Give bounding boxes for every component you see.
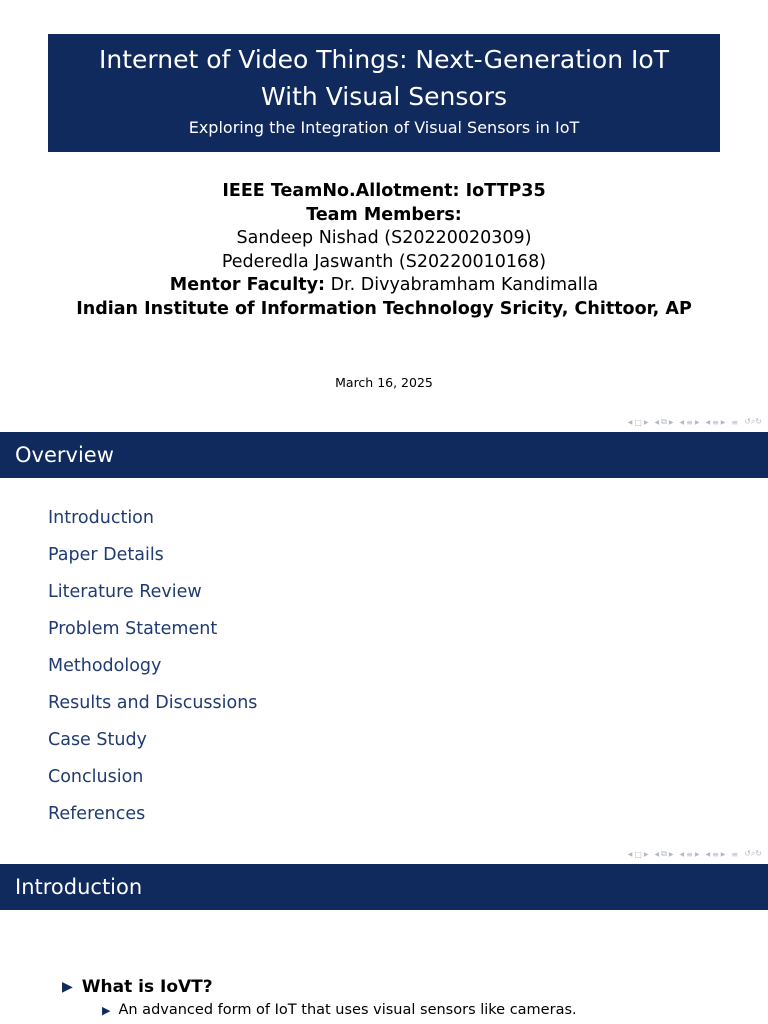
title-banner	[48, 34, 720, 152]
nav-subsection-icon[interactable]: ◀ ≡ ▶	[679, 849, 700, 859]
nav-toc-icon[interactable]: ≡	[731, 849, 739, 859]
toc-item-results[interactable]: Results and Discussions	[48, 693, 258, 713]
toc-item-methodology[interactable]: Methodology	[48, 656, 162, 676]
nav-subsection-icon[interactable]: ◀ ≡ ▶	[679, 417, 700, 427]
beamer-navigation	[628, 416, 762, 428]
mentor-label: Mentor Faculty:	[169, 275, 325, 295]
introduction-bullets	[62, 977, 577, 1018]
presentation-date: March 16, 2025	[335, 375, 433, 390]
team-member: Sandeep Nishad (S20220020309)	[236, 228, 532, 248]
mentor-name: Dr. Divyabramham Kandimalla	[325, 275, 599, 295]
bullet-heading: What is IoVT?	[81, 977, 213, 997]
institute-name: Indian Institute of Information Technology Sricity, Chittoor, AP	[76, 298, 692, 319]
presentation-subtitle: Exploring the Integration of Visual Sensors in IoT	[188, 118, 580, 137]
sub-bullet-item	[102, 1002, 577, 1018]
nav-section-icon[interactable]: ◀ ≡ ▶	[705, 849, 726, 859]
nav-slide-icon[interactable]: ◀ □ ▶	[627, 417, 649, 427]
bullet-triangle-icon: ▶	[62, 979, 73, 995]
bullet-item	[62, 977, 577, 997]
team-member: Pederedla Jaswanth (S20220010168)	[221, 251, 547, 272]
presentation-title: Internet of Video Things: Next-Generation IoT With Visual Sensors	[99, 45, 669, 111]
nav-frame-icon[interactable]: ◀ ⧉ ▶	[654, 417, 674, 426]
toc-item-case-study[interactable]: Case Study	[48, 730, 147, 750]
team-allotment: IEEE TeamNo.Allotment: IoTTP35	[222, 181, 546, 201]
title-info	[0, 180, 768, 321]
toc-item-references[interactable]: References	[48, 804, 146, 824]
toc-item-problem-statement[interactable]: Problem Statement	[48, 619, 218, 639]
nav-search-icon[interactable]: ↺⌕↻	[744, 849, 762, 858]
nav-frame-icon[interactable]: ◀ ⧉ ▶	[654, 849, 674, 858]
nav-slide-icon[interactable]: ◀ □ ▶	[627, 849, 649, 859]
toc-item-conclusion[interactable]: Conclusion	[48, 767, 144, 787]
nav-section-icon[interactable]: ◀ ≡ ▶	[705, 417, 726, 427]
introduction-title-bar: Introduction	[0, 864, 768, 910]
table-of-contents	[48, 506, 257, 839]
toc-item-paper-details[interactable]: Paper Details	[48, 545, 164, 565]
bullet-triangle-icon: ▶	[102, 1003, 111, 1017]
nav-toc-icon[interactable]: ≡	[731, 417, 739, 427]
beamer-navigation	[628, 848, 762, 860]
nav-search-icon[interactable]: ↺⌕↻	[744, 417, 762, 426]
toc-item-literature-review[interactable]: Literature Review	[48, 582, 202, 602]
overview-title-bar: Overview	[0, 432, 768, 478]
toc-item-introduction[interactable]: Introduction	[48, 508, 154, 528]
sub-bullet-text: An advanced form of IoT that uses visual sensors like cameras.	[118, 1002, 577, 1018]
mentor-line	[0, 274, 768, 298]
team-members-label: Team Members:	[306, 204, 462, 225]
